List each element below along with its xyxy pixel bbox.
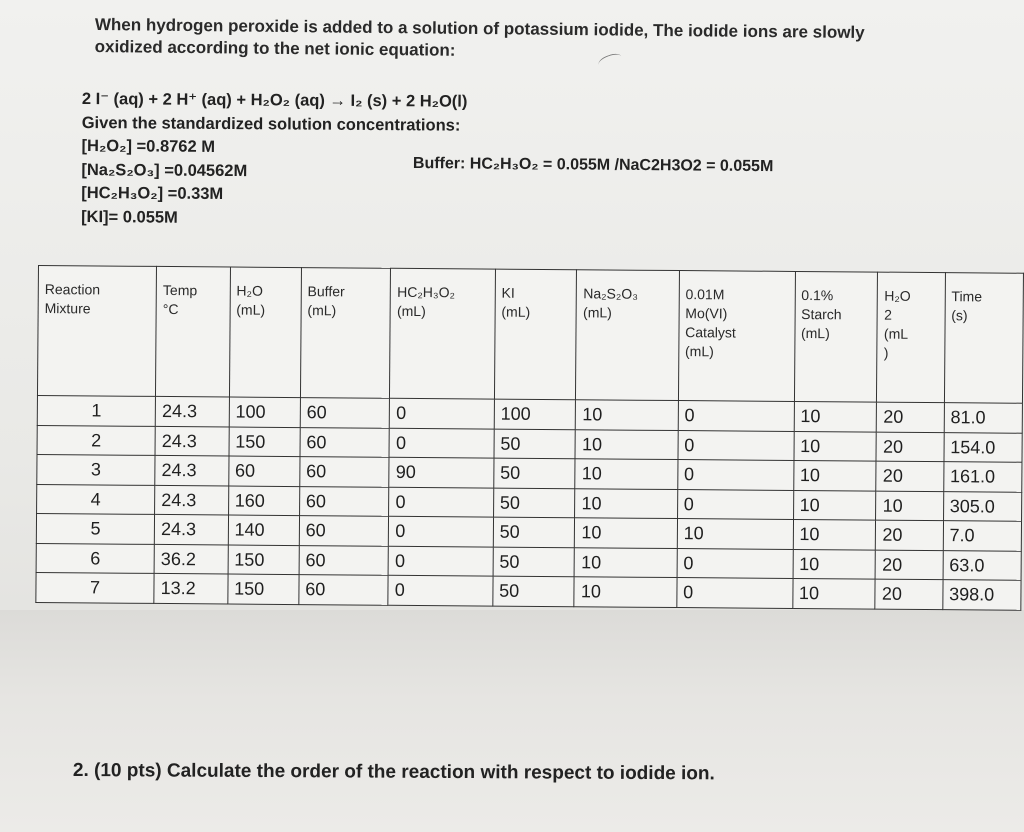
column-header-line: (mL) (583, 304, 612, 321)
table-cell: 60 (299, 545, 389, 575)
concentration-h2o2: [H₂O₂] =0.8762 M (81, 136, 216, 156)
table-cell: 20 (876, 550, 943, 580)
table-cell: 63.0 (943, 550, 1022, 580)
column-header (229, 267, 301, 398)
table-cell: 60 (299, 486, 389, 516)
column-header-line: Catalyst (685, 324, 736, 341)
table-cell: 0 (677, 548, 793, 578)
table-cell: 24.3 (155, 396, 229, 426)
table-cell: 60 (299, 516, 389, 546)
table-cell: 10 (794, 401, 877, 431)
lower-page-region (0, 610, 1024, 832)
table-cell: 150 (228, 574, 299, 604)
table-cell: 140 (228, 515, 299, 545)
column-header-line: 0.1% (801, 286, 834, 304)
column-header-line: (mL) (800, 324, 830, 342)
table-cell: 50 (494, 458, 576, 488)
concentration-na2s2o3: [Na₂S₂O₃] =0.04562M (81, 160, 248, 180)
column-header-line: (mL) (307, 302, 337, 319)
column-header-line: °C (162, 300, 179, 318)
column-header-line: Time (951, 288, 983, 305)
table-cell: 0 (678, 430, 794, 460)
column-header (390, 268, 495, 399)
table-cell: 305.0 (943, 491, 1022, 521)
table-cell: 10 (793, 549, 876, 579)
table-cell: 0 (389, 516, 494, 546)
table-cell: 2 (37, 425, 155, 455)
table-cell: 0 (677, 578, 793, 608)
table-cell: 0 (677, 460, 793, 490)
intro-line-2: oxidized according to the net ionic equation: (94, 36, 456, 60)
table-cell: 7 (36, 572, 154, 602)
column-header-line: ) (883, 344, 889, 361)
reaction-data-table (35, 265, 1024, 610)
table-cell: 60 (300, 457, 390, 487)
table-cell: 398.0 (942, 580, 1021, 610)
column-header-line: 0.01M (685, 286, 725, 303)
column-header-line: Starch (801, 305, 842, 323)
table-cell: 60 (300, 398, 390, 428)
table-cell: 50 (493, 488, 575, 518)
column-header-line: (mL (883, 325, 909, 342)
concentration-hc2h3o2: [HC₂H₃O₂] =0.33M (81, 183, 224, 203)
table-cell: 10 (793, 460, 876, 490)
table-cell: 161.0 (943, 462, 1022, 492)
table-cell: 60 (299, 575, 389, 605)
column-header (877, 272, 945, 403)
table-cell: 24.3 (155, 455, 229, 485)
data-table-wrapper (35, 265, 1024, 610)
table-cell: 50 (494, 429, 576, 459)
given-label: Given the standardized solution concentrations: (81, 113, 461, 135)
column-header (576, 270, 679, 401)
column-header (494, 269, 577, 400)
table-cell: 10 (576, 400, 678, 430)
column-header (156, 266, 231, 397)
table-cell: 10 (876, 491, 943, 521)
column-header-line: (mL) (236, 301, 266, 318)
table-cell: 24.3 (155, 485, 229, 515)
table-cell: 6 (36, 543, 154, 573)
column-header-line: (s) (951, 307, 968, 324)
intro-paragraph (95, 14, 975, 67)
table-cell: 20 (876, 432, 943, 462)
table-cell: 0 (678, 401, 794, 431)
table-cell: 20 (875, 579, 942, 609)
column-header-line: (mL) (396, 302, 426, 320)
column-header-line: Temp (162, 281, 198, 299)
table-cell: 60 (300, 427, 390, 457)
column-header (37, 266, 156, 397)
column-header-line: Reaction (44, 281, 101, 298)
table-cell: 10 (575, 488, 677, 518)
table-cell: 10 (792, 578, 875, 608)
table-cell: 154.0 (944, 432, 1023, 462)
table-cell: 0 (389, 487, 494, 517)
table-cell: 50 (493, 517, 575, 547)
table-cell: 4 (37, 484, 155, 514)
table-cell: 160 (228, 486, 299, 516)
table-cell: 0 (388, 575, 493, 605)
table-cell: 10 (677, 519, 793, 549)
table-cell: 10 (793, 519, 876, 549)
table-cell: 24.3 (155, 426, 229, 456)
column-header (794, 271, 878, 402)
table-cell: 7.0 (943, 521, 1022, 551)
column-header-line: HC₂H₃O₂ (397, 283, 456, 301)
table-cell: 10 (793, 490, 876, 520)
table-cell: 10 (575, 547, 677, 577)
table-cell: 60 (228, 456, 299, 486)
column-header-line: (mL) (501, 303, 531, 320)
column-header (944, 273, 1023, 404)
table-cell: 20 (876, 461, 943, 491)
column-header-line: H₂O (236, 282, 263, 299)
column-header-line: 2 (884, 306, 892, 323)
column-header-line: H₂O (884, 287, 911, 304)
table-cell: 20 (876, 520, 943, 550)
table-cell: 0 (677, 489, 793, 519)
table-cell: 50 (493, 576, 575, 606)
buffer-concentration: Buffer: HC₂H₃O₂ = 0.055M /NaC2H3O2 = 0.055M (412, 155, 774, 176)
table-cell: 0 (390, 398, 495, 428)
table-cell: 1 (37, 395, 155, 425)
column-header-line: (mL) (684, 343, 714, 360)
net-ionic-equation: 2 I⁻ (aq) + 2 H⁺ (aq) + H₂O₂ (aq) → I₂ (s) + 2 H₂O(l) (81, 89, 468, 111)
intro-line-1: When hydrogen peroxide is added to a solution of potassium iodide, The iodide ions are slowly (94, 14, 865, 43)
table-cell: 50 (493, 547, 575, 577)
table-cell: 10 (575, 429, 677, 459)
column-header-line: Mo(VI) (685, 305, 728, 322)
table-cell: 150 (228, 545, 299, 575)
table-header-row (37, 266, 1023, 404)
table-cell: 20 (877, 402, 944, 432)
table-body (36, 395, 1023, 609)
table-row (36, 572, 1021, 609)
column-header-line: Buffer (307, 283, 345, 300)
table-cell: 0 (389, 428, 494, 458)
table-cell: 10 (575, 518, 677, 548)
table-cell: 0 (388, 546, 493, 576)
table-cell: 36.2 (154, 544, 228, 574)
column-header-line: Na₂S₂O₃ (583, 285, 639, 302)
table-cell: 10 (575, 459, 677, 489)
column-header-line: Mixture (44, 300, 91, 317)
table-cell: 10 (794, 431, 877, 461)
table-cell: 81.0 (944, 403, 1023, 433)
table-cell: 5 (36, 513, 154, 543)
concentration-ki: [KI]= 0.055M (81, 207, 178, 227)
column-header-line: KI (501, 284, 515, 301)
table-cell: 100 (494, 399, 576, 429)
table-cell: 90 (389, 457, 494, 487)
table-cell: 10 (574, 577, 676, 607)
table-cell: 24.3 (154, 514, 228, 544)
question-2: 2. (10 pts) Calculate the order of the reaction with respect to iodide ion. (72, 760, 715, 785)
table-cell: 13.2 (154, 573, 228, 603)
table-cell: 150 (229, 427, 300, 457)
table-cell: 3 (37, 454, 155, 484)
column-header (300, 268, 391, 399)
table-cell: 100 (229, 397, 300, 427)
column-header (678, 271, 795, 402)
